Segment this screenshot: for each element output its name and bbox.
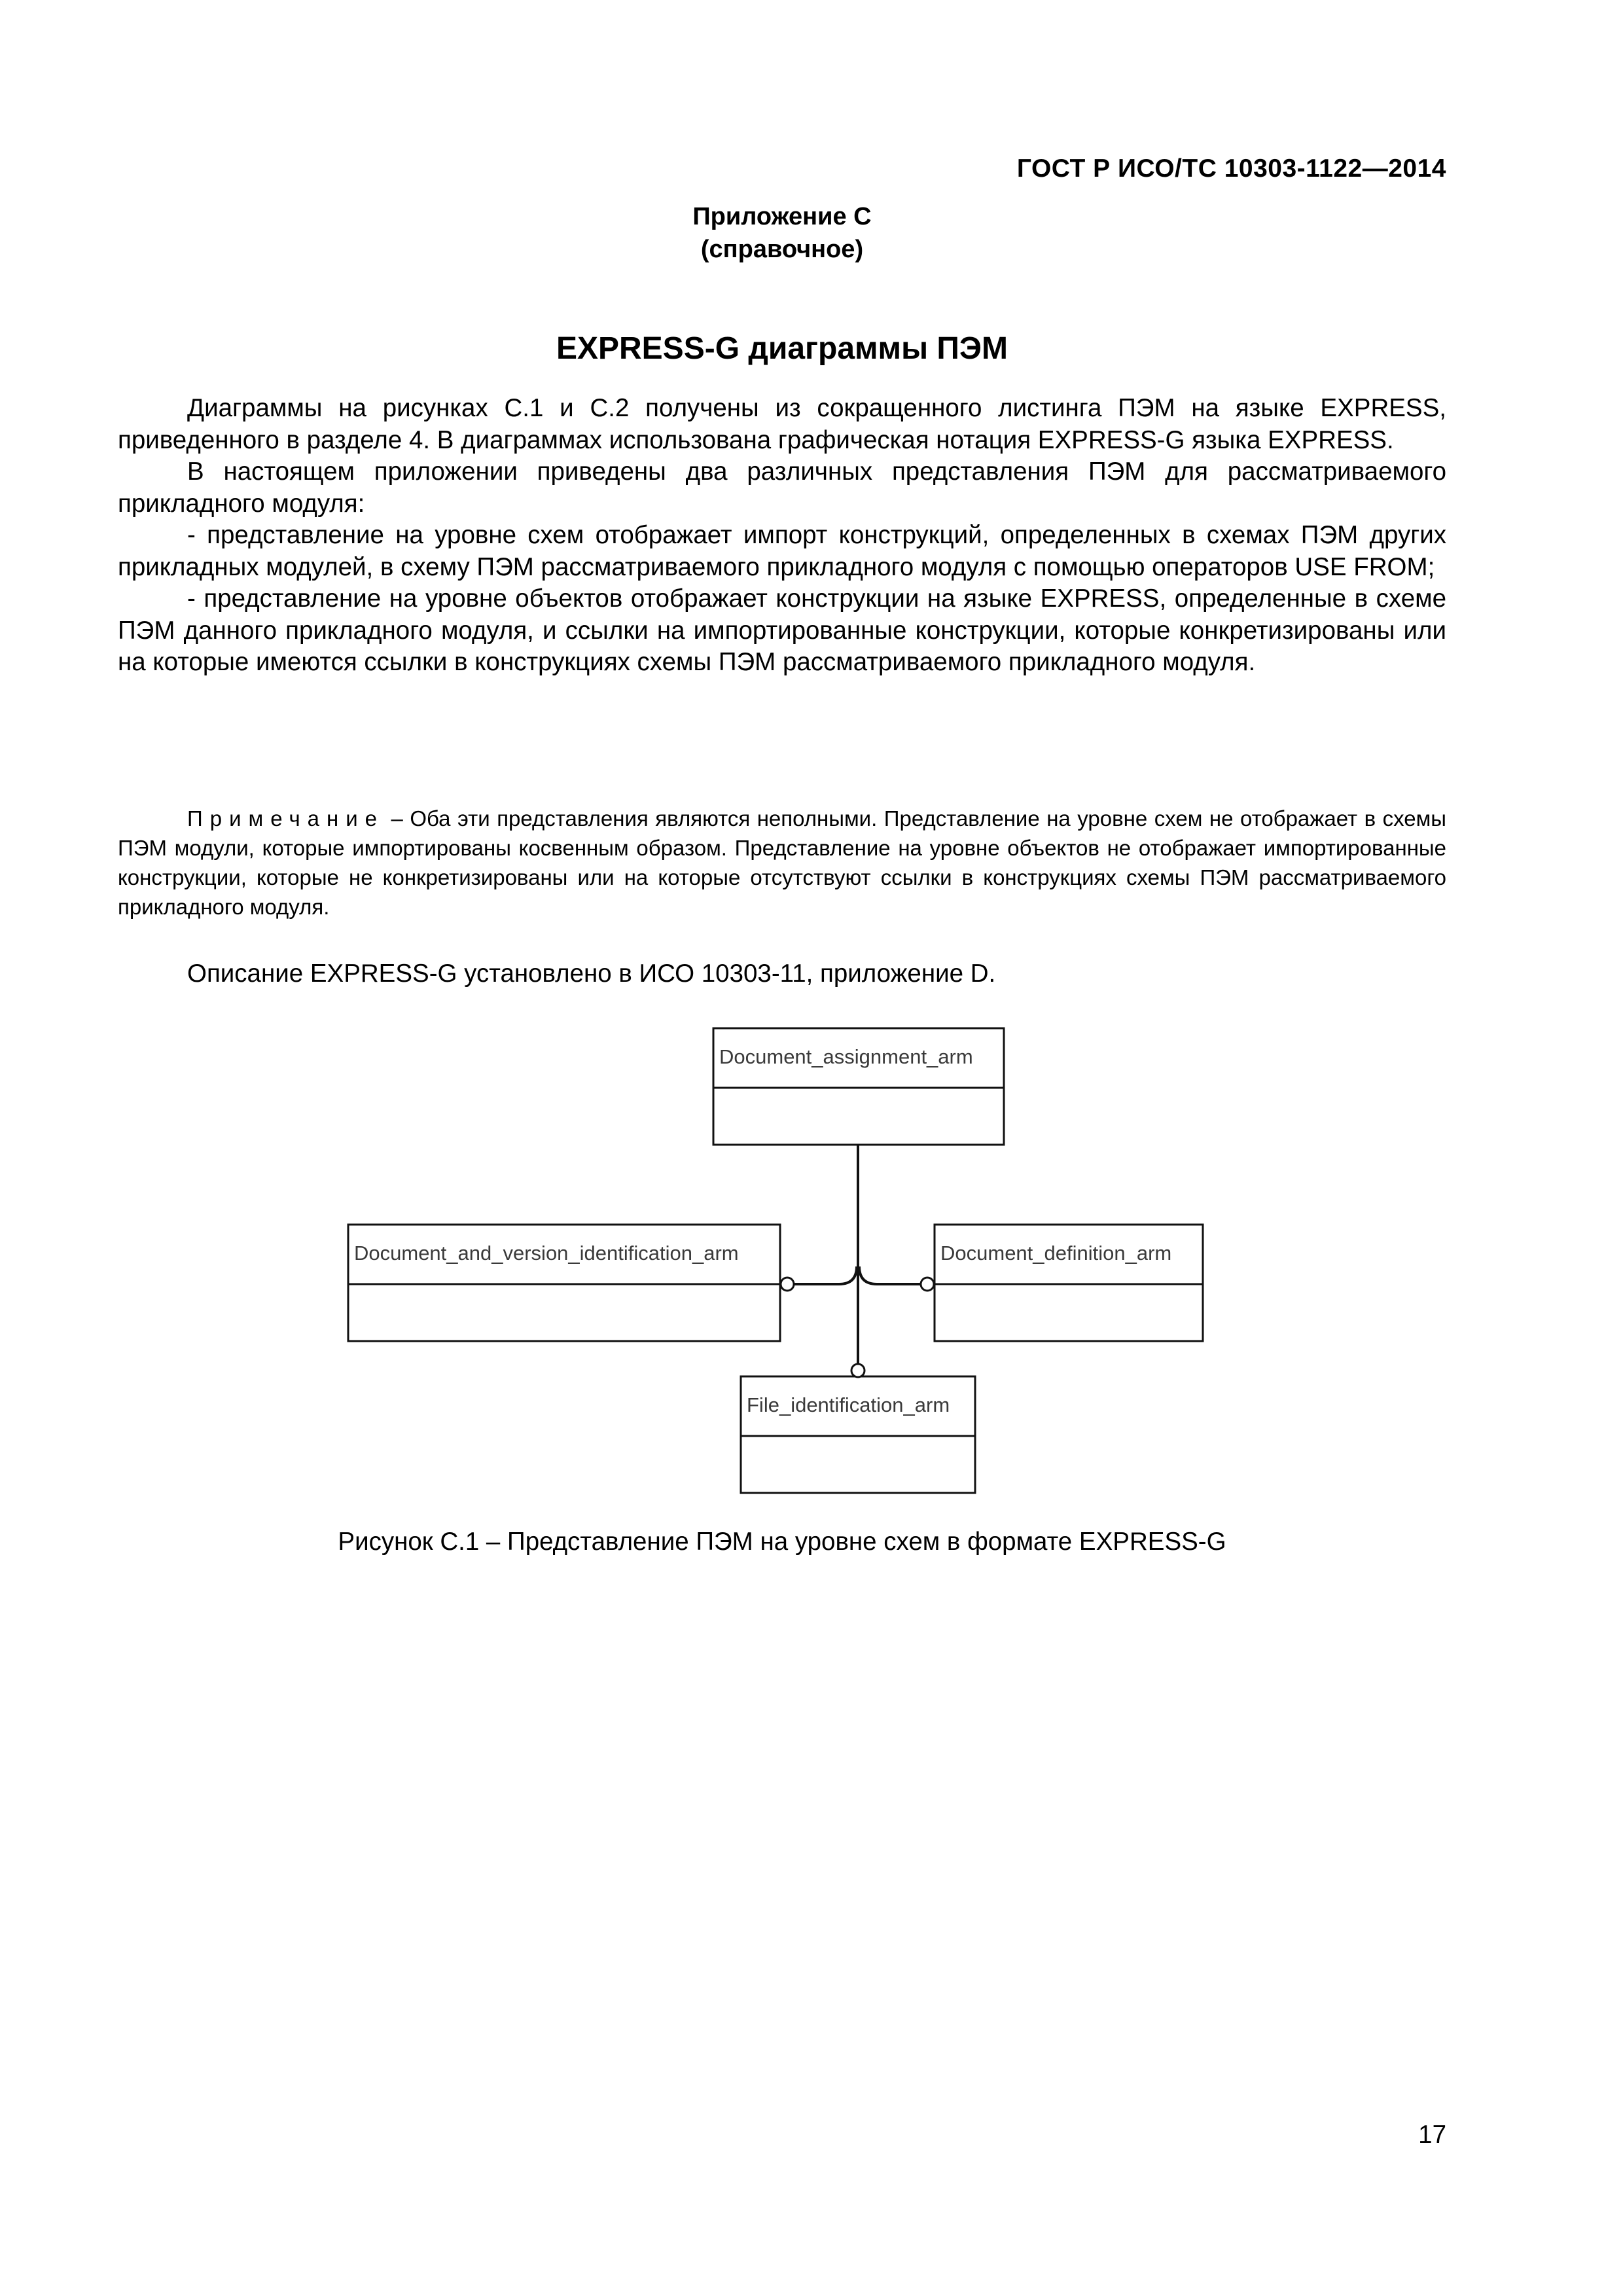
paragraph-3: - представление на уровне схем отображает импорт конструкций, определенных в схемах ПЭМ других прикладных модулей, в схему ПЭМ рассматриваемого прикладного модуля с помощью операторов USE FROM; — [118, 521, 1446, 581]
box-label-right: Document_definition_arm — [940, 1242, 1172, 1265]
figure-caption: Рисунок С.1 – Представление ПЭМ на уровне схем в формате EXPRESS-G — [338, 1528, 1226, 1556]
connectors — [788, 1145, 927, 1368]
note-text: Оба эти представления являются неполными. Представление на уровне схем не отображает в схемы ПЭМ модули, которые импортированы косвенным образом. Представление на уровне объектов не отображает импортированные конструкции, которые не конкретизированы или на которые отсутствуют ссылки в конструкциях схемы ПЭМ рассматриваемого прикладного модуля. — [118, 806, 1446, 919]
box-label-bottom: File_identification_arm — [747, 1393, 950, 1416]
note-label: Примечание — [187, 806, 385, 831]
box-label-left: Document_and_version_identification_arm — [354, 1242, 739, 1265]
paragraph-1: Диаграммы на рисунках С.1 и С.2 получены из сокращенного листинга ПЭМ на языке EXPRESS, приведенного в разделе 4. В диаграммах использована графическая нотация EXPRESS-G языка EXPRESS. — [118, 394, 1446, 454]
section-title: EXPRESS-G диаграммы ПЭМ — [556, 331, 1008, 366]
express-g-reference: Описание EXPRESS-G установлено в ИСО 10303-11, приложение D. — [187, 960, 996, 988]
paragraph-4: - представление на уровне объектов отображает конструкции на языке EXPRESS, определенные в схеме ПЭМ данного прикладного модуля, и ссылки на импортированные конструкции, которые конкретизированы или на которые имеются ссылки в конструкциях схемы ПЭМ рассматриваемого прикладного модуля. — [118, 584, 1446, 676]
right-connector-circle — [921, 1278, 934, 1291]
standard-designation: ГОСТ Р ИСО/ТС 10303-1122—2014 — [1016, 154, 1446, 183]
page-number: 17 — [1418, 2121, 1446, 2149]
bottom-connector-circle — [851, 1364, 865, 1377]
paragraph-2: В настоящем приложении приведены два различных представления ПЭМ для рассматриваемого прикладного модуля: — [118, 457, 1446, 518]
box-label-top: Document_assignment_arm — [719, 1045, 973, 1068]
left-connector-circle — [781, 1278, 794, 1291]
note-dash: – — [391, 806, 403, 831]
appendix-type: (справочное) — [700, 236, 864, 263]
appendix-title: Приложение С — [692, 203, 872, 230]
